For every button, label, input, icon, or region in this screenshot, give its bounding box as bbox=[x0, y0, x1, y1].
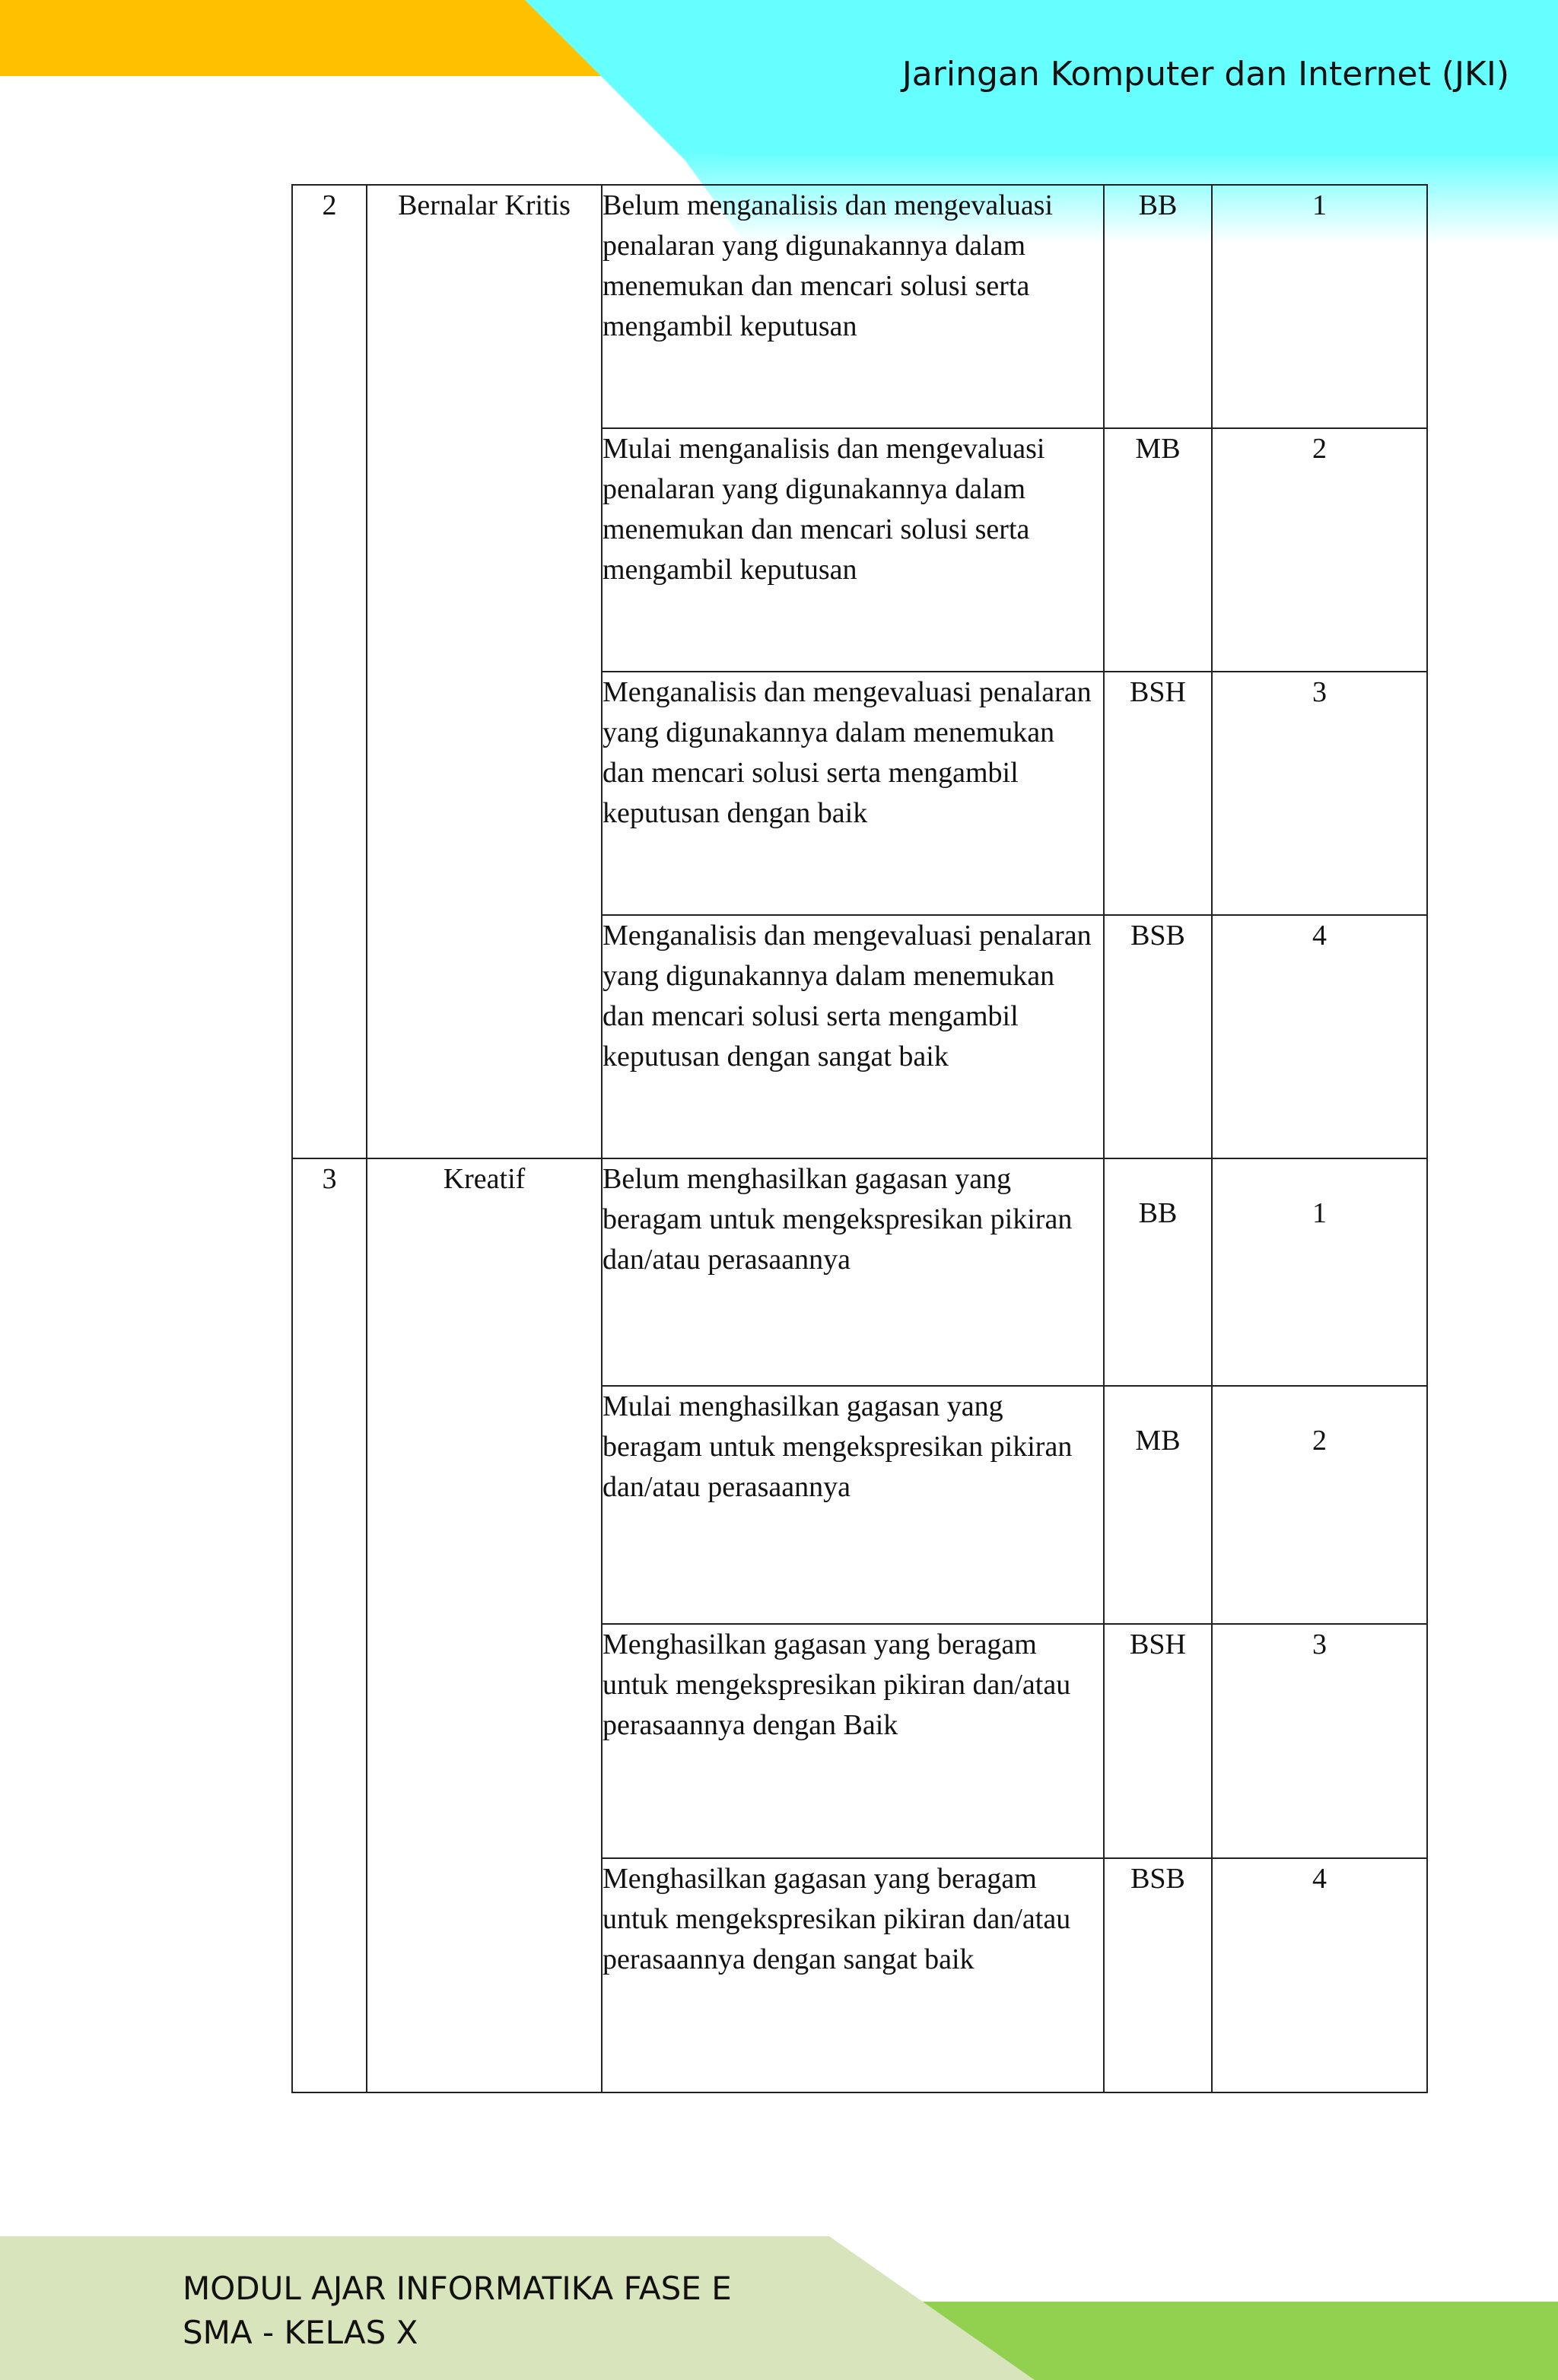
header-title: Jaringan Komputer dan Internet (JKI) bbox=[901, 55, 1509, 94]
criteria-description: Mulai menghasilkan gagasan yang beragam untuk mengekspresikan pikiran dan/atau perasaannya bbox=[602, 1386, 1104, 1624]
row-number: 3 bbox=[292, 1158, 367, 2092]
criteria-description: Menghasilkan gagasan yang beragam untuk mengekspresikan pikiran dan/atau perasaannya dengan sangat baik bbox=[602, 1858, 1104, 2092]
table-row bbox=[292, 185, 1427, 428]
score-value: 1 bbox=[1212, 185, 1427, 428]
table-row bbox=[292, 1158, 1427, 1386]
row-number: 2 bbox=[292, 185, 367, 1158]
score-value: 1 bbox=[1212, 1158, 1427, 1386]
page-footer bbox=[0, 2229, 1558, 2380]
criteria-description: Menganalisis dan mengevaluasi penalaran yang digunakannya dalam menemukan dan mencari solusi serta mengambil keputusan dengan sangat baik bbox=[602, 915, 1104, 1158]
criteria-description: Menghasilkan gagasan yang beragam untuk mengekspresikan pikiran dan/atau perasaannya dengan Baik bbox=[602, 1624, 1104, 1858]
level-code: BSH bbox=[1104, 1624, 1212, 1858]
level-code: BB bbox=[1104, 185, 1212, 428]
score-value: 4 bbox=[1212, 915, 1427, 1158]
assessment-rubric-table bbox=[291, 184, 1428, 2093]
level-code: BSH bbox=[1104, 672, 1212, 915]
footer-line-1: MODUL AJAR INFORMATIKA FASE E bbox=[183, 2270, 732, 2307]
level-code: MB bbox=[1104, 428, 1212, 672]
score-value: 3 bbox=[1212, 1624, 1427, 1858]
criteria-description: Menganalisis dan mengevaluasi penalaran yang digunakannya dalam menemukan dan mencari solusi serta mengambil keputusan dengan baik bbox=[602, 672, 1104, 915]
aspect-label: Bernalar Kritis bbox=[367, 185, 602, 1158]
footer-line-2: SMA - KELAS X bbox=[183, 2314, 418, 2351]
score-value: 4 bbox=[1212, 1858, 1427, 2092]
level-code: MB bbox=[1104, 1386, 1212, 1624]
criteria-description: Mulai menganalisis dan mengevaluasi penalaran yang digunakannya dalam menemukan dan mencari solusi serta mengambil keputusan bbox=[602, 428, 1104, 672]
criteria-description: Belum menganalisis dan mengevaluasi penalaran yang digunakannya dalam menemukan dan mencari solusi serta mengambil keputusan bbox=[602, 185, 1104, 428]
criteria-description: Belum menghasilkan gagasan yang beragam untuk mengekspresikan pikiran dan/atau perasaannya bbox=[602, 1158, 1104, 1386]
level-code: BB bbox=[1104, 1158, 1212, 1386]
score-value: 3 bbox=[1212, 672, 1427, 915]
aspect-label: Kreatif bbox=[367, 1158, 602, 2092]
score-value: 2 bbox=[1212, 428, 1427, 672]
score-value: 2 bbox=[1212, 1386, 1427, 1624]
footer-label bbox=[183, 2267, 732, 2355]
level-code: BSB bbox=[1104, 915, 1212, 1158]
level-code: BSB bbox=[1104, 1858, 1212, 2092]
